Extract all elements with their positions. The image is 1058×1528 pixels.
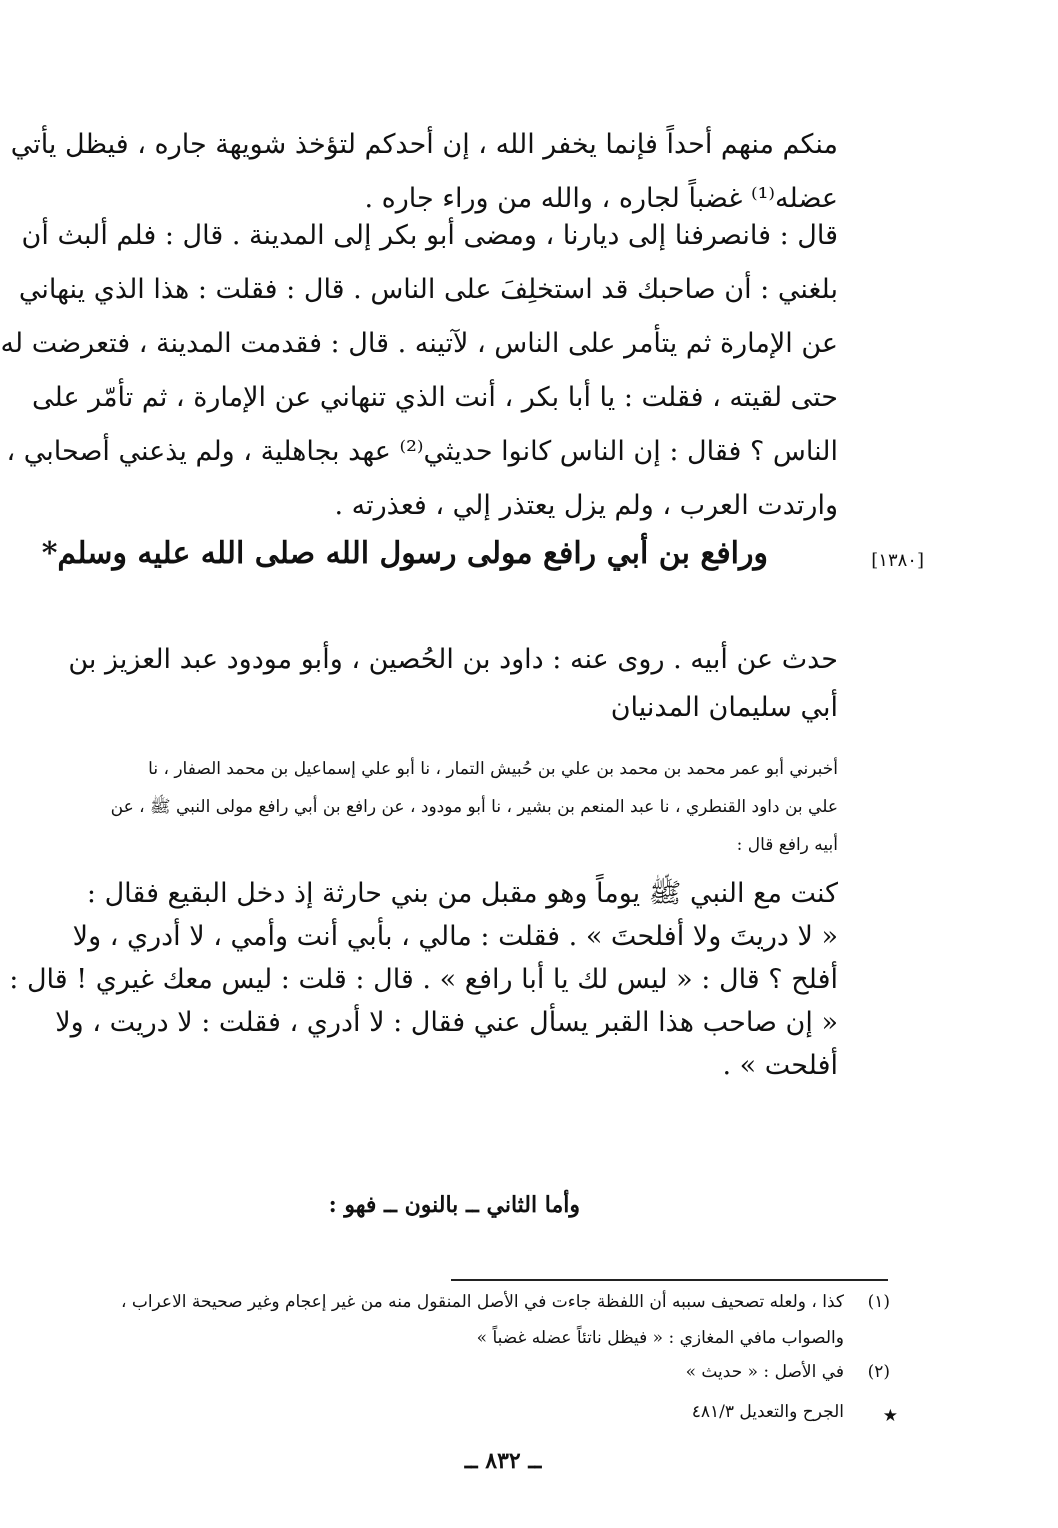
text-line: أفلحت » . <box>722 1050 838 1081</box>
footnote-divider <box>451 1279 888 1281</box>
isnad-line: أبيه رافع قال : <box>736 835 838 855</box>
text-line: كنت مع النبي ﷺ يوماً وهو مقبل من بني حارثة إذ دخل البقيع فقال : <box>86 878 838 909</box>
isnad-line: علي بن داود القنطري ، نا عبد المنعم بن بشير ، نا أبو مودود ، عن رافع بن أبي رافع مولى النبي ﷺ ، عن <box>110 797 838 817</box>
paragraph-2 <box>0 209 838 533</box>
text-line: حتى لقيته ، فقلت : يا أبا بكر ، أنت الذي تنهاني عن الإمارة ، ثم تأمّر على <box>32 382 838 413</box>
text-line: عن الإمارة ثم يتأمر على الناس ، لآتينه . قال : فقدمت المدينة ، فتعرضت له <box>0 328 838 359</box>
paragraph-3 <box>68 636 838 732</box>
isnad-chain <box>108 750 838 864</box>
page-number: ــ ٨٣٢ ــ <box>464 1448 542 1474</box>
entry-number: [١٣٨٠] <box>871 550 924 571</box>
footnote-1-line-2: والصواب مافي المغازي : « فيظل ناتئاً عضله غضباً » <box>476 1328 844 1348</box>
footnote-2-text: في الأصل : « حديث » <box>685 1362 844 1382</box>
footnote-1-marker: (١) <box>867 1292 890 1312</box>
paragraph-4 <box>9 872 838 1087</box>
text-line: أفلح ؟ قال : « ليس لك يا أبا رافع » . قال : قلت : ليس معك غيري ! قال : <box>9 964 838 995</box>
star-icon: ★ <box>882 1406 898 1426</box>
text-line: عضله⁽¹⁾ غضباً لجاره ، والله من وراء جاره . <box>364 183 838 214</box>
text-line: بلغني : أن صاحبك قد استخلِفَ على الناس . قال : فقلت : هذا الذي ينهاني <box>18 274 838 305</box>
text-line: وارتدت العرب ، ولم يزل يعتذر إلي ، فعذرته . <box>334 490 838 521</box>
text-line: « إن صاحب هذا القبر يسأل عني فقال : لا أدري ، فقلت : لا دريت ، ولا <box>55 1007 838 1038</box>
isnad-line: أخبرني أبو عمر محمد بن محمد بن علي بن حُبيش التمار ، نا أبو علي إسماعيل بن محمد الصفار ، نا <box>148 759 838 779</box>
section-heading: وأما الثاني ــ بالنون ــ فهو : <box>328 1192 580 1218</box>
text-line: قال : فانصرفنا إلى ديارنا ، ومضى أبو بكر إلى المدينة . قال : فلم ألبث أن <box>21 220 838 251</box>
entry-heading: ورافع بن أبي رافع مولى رسول الله صلى الله عليه وسلم* <box>41 536 768 571</box>
text-line: حدث عن أبيه . روى عنه : داود بن الحُصين ، وأبو مودود عبد العزيز بن <box>68 644 838 675</box>
text-line: الناس ؟ فقال : إن الناس كانوا حديثي⁽²⁾ عهد بجاهلية ، ولم يذعني أصحابي ، <box>6 436 838 467</box>
text-line: « لا دريتَ ولا أفلحتَ » . فقلت : مالي ، بأبي أنت وأمي ، لا أدري ، ولا <box>72 921 838 952</box>
footnote-1-line-1: كذا ، ولعله تصحيف سببه أن اللفظة جاءت في الأصل المنقول منه من غير إعجام وغير صحيحة الاعراب ، <box>120 1292 844 1312</box>
text-line: منكم منهم أحداً فإنما يخفر الله ، إن أحدكم لتؤخذ شويهة جاره ، فيظل يأتي <box>10 129 838 160</box>
footnote-source-text: الجرح والتعديل ٤٨١/٣ <box>691 1402 844 1422</box>
footnote-2-marker: (٢) <box>867 1362 890 1382</box>
text-line: أبي سليمان المدنيان <box>610 692 838 723</box>
